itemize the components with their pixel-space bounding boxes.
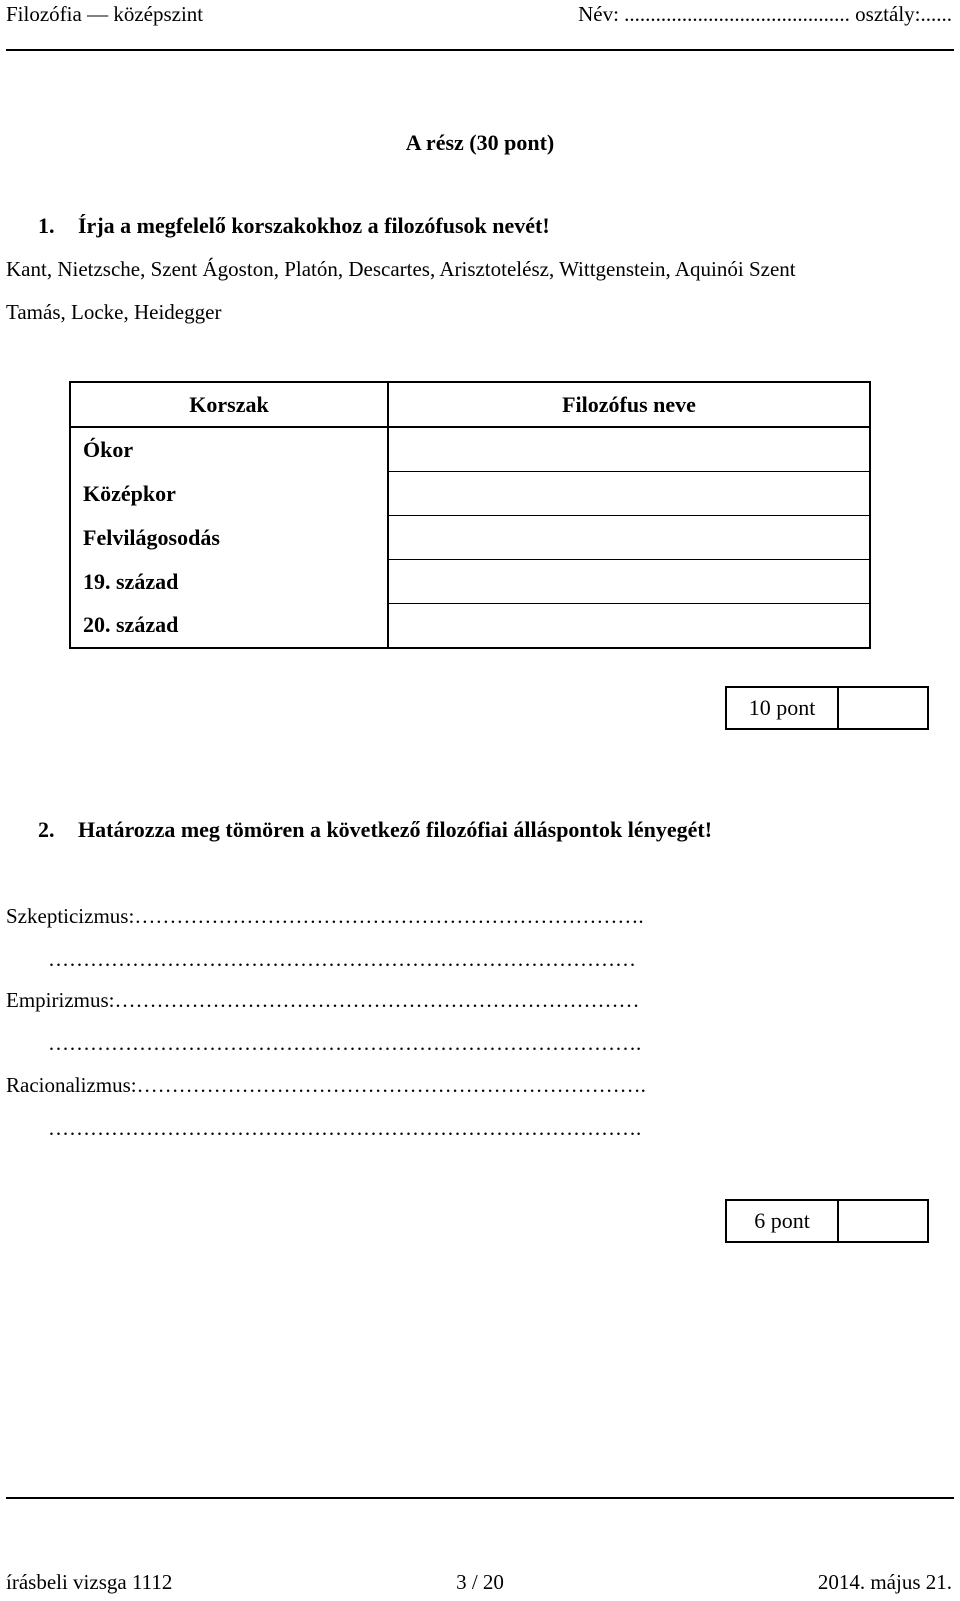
footer-page-number: 3 / 20 [456,1570,504,1594]
header-rule [6,49,954,51]
dotted-line: ………………………………………………………………. [134,904,644,928]
score-entry[interactable] [839,688,927,728]
dotted-line: ………………………………………………………………… [114,988,640,1012]
answer-cell[interactable] [388,472,870,516]
period-cell: Ókor [70,427,388,472]
periods-table [69,381,871,649]
term-label: Racionalizmus: [6,1073,137,1097]
answer-line-racionalizmus[interactable] [6,1073,646,1098]
answer-line-continuation[interactable]: …………………………………………………………………………. [48,1116,642,1140]
answer-line-empirizmus[interactable] [6,988,640,1013]
table-header-row [70,382,870,427]
table-row [70,427,870,472]
period-cell: 20. század [70,604,388,649]
table-row [70,516,870,560]
header-filozofus-neve: Filozófus neve [388,382,870,427]
answer-cell[interactable] [388,560,870,604]
footer-rule [6,1497,954,1499]
answer-cell[interactable] [388,427,870,472]
header-name-class: Név: ........................................... osztály:...... [578,2,952,26]
question-1-title [38,213,550,239]
question-2-number: 2. [38,817,55,842]
header-subject: Filozófia — középszint [6,2,204,26]
footer-exam-code: írásbeli vizsga 1112 [6,1570,173,1594]
answer-line-continuation[interactable]: …………………………………………………………………………. [48,1031,642,1055]
answer-cell[interactable] [388,516,870,560]
dotted-line: ………………………………………………………………. [136,1073,646,1097]
period-cell: 19. század [70,560,388,604]
score-label: 10 pont [727,688,839,728]
philosopher-names-line-2: Tamás, Locke, Heidegger [6,300,222,324]
header-korszak: Korszak [70,382,388,427]
term-label: Szkepticizmus: [6,904,135,928]
answer-line-continuation[interactable]: ………………………………………………………………………… [48,947,636,971]
footer-date: 2014. május 21. [817,1570,952,1594]
period-cell: Középkor [70,472,388,516]
score-entry[interactable] [839,1201,927,1241]
period-cell: Felvilágosodás [70,516,388,560]
question-1-text: Írja a megfelelő korszakokhoz a filozófusok nevét! [78,213,550,238]
score-label: 6 pont [727,1201,839,1241]
table-row [70,560,870,604]
question-2-title [38,817,712,843]
score-box-question-1 [725,686,929,730]
philosopher-names-line-1: Kant, Nietzsche, Szent Ágoston, Platón, Descartes, Arisztotelész, Wittgenstein, Aquinói Szent [6,257,796,281]
question-2-text: Határozza meg tömören a következő filozófiai álláspontok lényegét! [78,817,713,842]
section-title: A rész (30 pont) [405,130,555,155]
table-row [70,472,870,516]
table-row [70,604,870,649]
answer-cell[interactable] [388,604,870,649]
term-label: Empirizmus: [6,988,115,1012]
score-box-question-2 [725,1199,929,1243]
answer-line-szkepticizmus[interactable] [6,904,644,929]
question-1-number: 1. [38,213,55,238]
